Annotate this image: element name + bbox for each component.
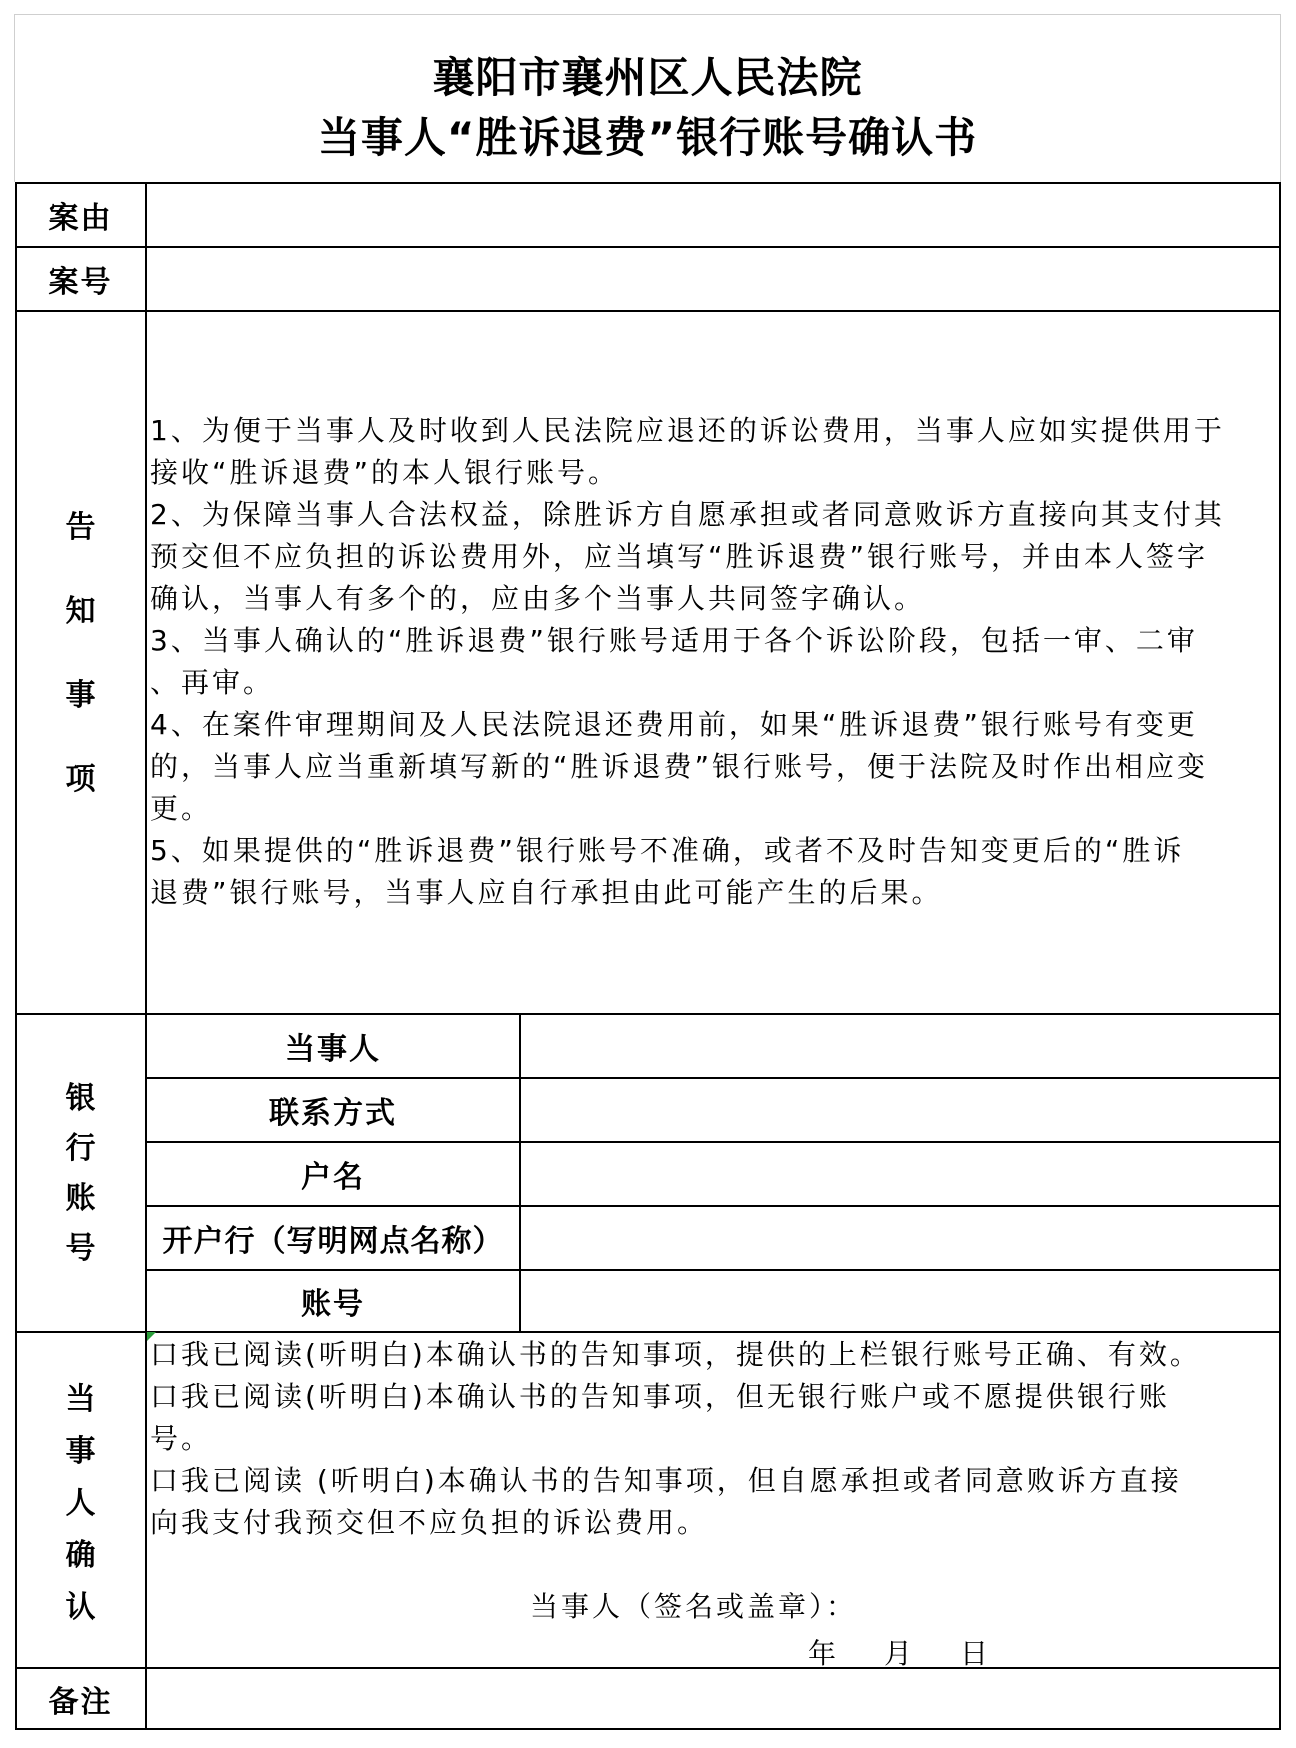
notice-label [16,500,145,800]
date-year: 年 [808,1637,837,1670]
account-number-label: 账号 [301,1287,365,1322]
notice-label-char: 项 [65,762,96,797]
notice-line: 2、为保障当事人合法权益，除胜诉方自愿承担或者同意败诉方直接向其支付其 [150,498,1225,531]
bank-label-char: 账 [65,1181,96,1216]
party-confirm-label [16,1380,145,1625]
notice-text [150,410,1278,914]
notice-line: 、再审。 [150,666,275,699]
court-name: 襄阳市襄州区人民法院 [432,53,863,102]
date-day: 日 [960,1637,989,1670]
row-divider [16,1331,1280,1333]
bank-label-char: 银 [65,1081,96,1116]
notice-line: 1、为便于当事人及时收到人民法院应退还的诉讼费用，当事人应如实提供用于 [150,414,1225,447]
confirm-option-cont: 号。 [150,1422,213,1455]
notice-line: 4、在案件审理期间及人民法院退还费用前，如果“胜诉退费”银行账号有变更 [150,708,1198,741]
account-number-field[interactable] [523,1272,1278,1330]
notice-line: 5、如果提供的“胜诉退费”银行账号不准确，或者不及时告知变更后的“胜诉 [150,834,1185,867]
date-month: 月 [884,1637,913,1670]
notice-line: 接收“胜诉退费”的本人银行账号。 [150,456,620,489]
case-number-label: 案号 [48,265,113,300]
remark-field[interactable] [148,1670,1278,1727]
bank-label-char: 行 [65,1131,96,1166]
contact-label: 联系方式 [269,1096,397,1131]
confirm-label-char: 事 [65,1434,96,1469]
account-name-field[interactable] [523,1144,1278,1204]
case-reason-label: 案由 [48,201,113,236]
case-reason-field[interactable] [148,185,1278,245]
contact-field[interactable] [523,1080,1278,1140]
bank-account-label [16,1060,145,1280]
notice-line: 预交但不应负担的诉讼费用外，应当填写“胜诉退费”银行账号，并由本人签字 [150,540,1209,573]
confirm-label-char: 认 [65,1590,96,1625]
notice-label-char: 告 [65,510,96,545]
bank-branch-field[interactable] [523,1208,1278,1268]
notice-label-char: 知 [65,594,96,629]
confirm-label-char: 人 [65,1486,96,1521]
notice-line: 退费”银行账号，当事人应自行承担由此可能产生的后果。 [150,876,943,909]
case-number-field[interactable] [148,249,1278,309]
party-name-label: 当事人 [285,1032,381,1067]
confirm-option[interactable]: 口我已阅读(听明白)本确认书的告知事项，但无银行账户或不愿提供银行账 [150,1380,1170,1413]
remark-label: 备注 [48,1685,113,1720]
confirm-option[interactable]: 口我已阅读(听明白)本确认书的告知事项，提供的上栏银行账号正确、有效。 [150,1338,1201,1371]
notice-line: 3、当事人确认的“胜诉退费”银行账号适用于各个诉讼阶段，包括一审、二审 [150,624,1198,657]
account-name-label: 户名 [301,1160,365,1195]
bank-label-char: 号 [65,1231,96,1266]
confirm-options [150,1334,1270,1544]
confirm-option[interactable]: 口我已阅读 (听明白)本确认书的告知事项，但自愿承担或者同意败诉方直接 [150,1464,1182,1497]
notice-line: 更。 [150,792,213,825]
signature-label: 当事人（签名或盖章）： [530,1590,858,1623]
row-divider [16,246,1280,248]
notice-line: 确认，当事人有多个的，应由多个当事人共同签字确认。 [150,582,926,615]
party-name-field[interactable] [523,1016,1278,1076]
document-title: 当事人“胜诉退费”银行账号确认书 [317,113,978,162]
notice-label-char: 事 [65,678,96,713]
confirm-label-char: 确 [65,1538,96,1573]
row-divider [16,310,1280,312]
confirm-label-char: 当 [65,1382,96,1417]
label-column-divider [145,183,147,1728]
confirm-option-cont: 向我支付我预交但不应负担的诉讼费用。 [150,1506,709,1539]
date-line [808,1632,988,1672]
title-box [14,14,1281,182]
row-divider [16,1667,1280,1669]
notice-line: 的，当事人应当重新填写新的“胜诉退费”银行账号，便于法院及时作出相应变 [150,750,1209,783]
bank-field-divider [519,1014,521,1332]
bank-branch-label: 开户行（写明网点名称） [162,1224,504,1259]
